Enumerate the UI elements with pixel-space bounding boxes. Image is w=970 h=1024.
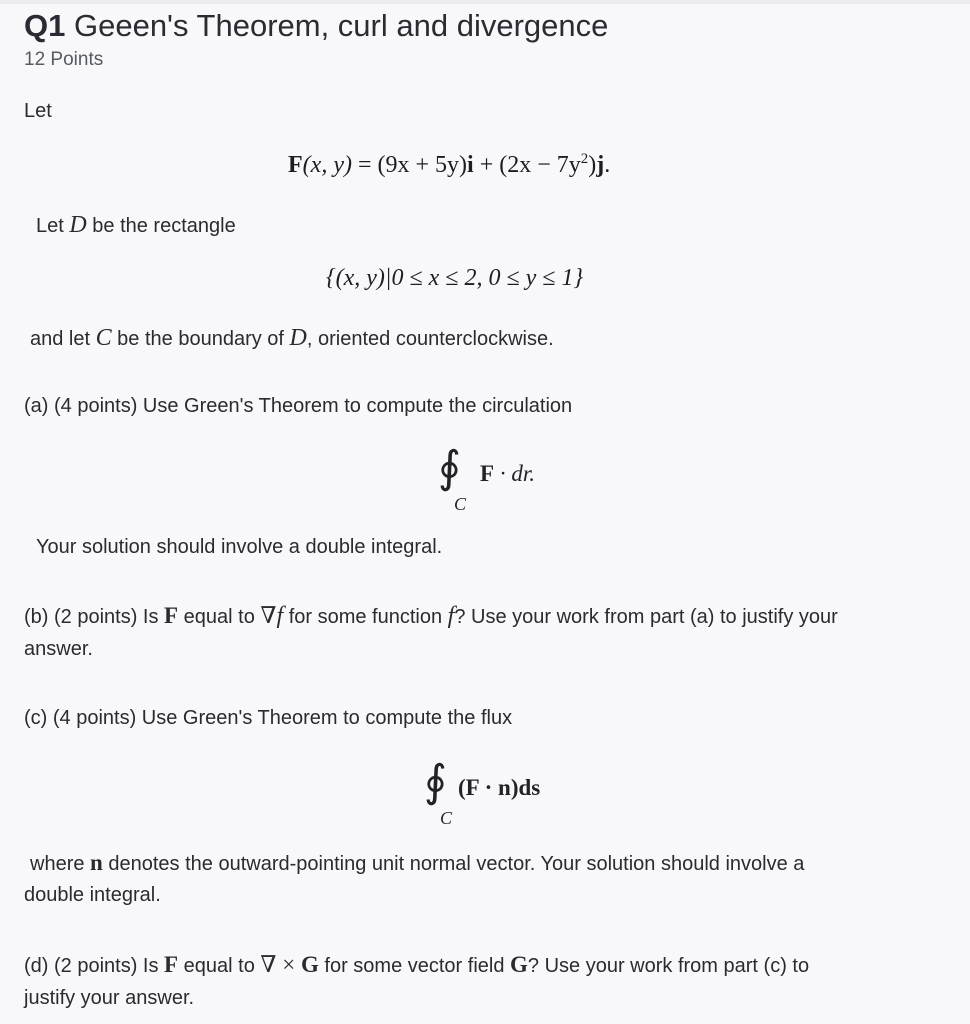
let-text: Let [24,100,52,122]
part-b-line2: answer. [24,638,93,660]
part-b-mid1: equal to [178,606,261,628]
part-c-where [30,850,804,876]
part-d-F: F [164,952,179,977]
where-pre: where [30,853,91,875]
contour-integral-symbol-2: ∮ [424,756,447,807]
exponent: 2 [580,151,589,167]
part-d-mid2: for some vector field [318,955,511,977]
part-d-pre: (d) (2 points) Is [24,955,165,977]
field-mid: + (2x − 7y [473,152,581,178]
question-title [24,8,608,44]
field-close: ) [588,152,597,178]
question-points: 12 Points [24,49,104,70]
question-number: Q1 [24,8,66,43]
integrand-F: F [480,461,495,486]
integral-subscript-c: C [454,494,467,514]
part-d-post: ? Use your work from part (c) to [527,955,810,977]
part-d-line1 [24,952,809,978]
let-d-text [36,212,236,239]
part-b-line1 [24,603,838,630]
boundary-pre: and let [30,328,96,350]
boundary-post: , oriented counterclockwise. [306,328,554,350]
rectangle-set [326,265,583,292]
where-post: denotes the outward-pointing unit normal vector. Your solution should involve a [102,853,805,875]
part-b-pre: (b) (2 points) Is [24,606,165,628]
question-title-text: Geeen's Theorem, curl and divergence [73,8,609,43]
integrand-rest: · dr. [494,461,535,486]
let-d-post: be the rectangle [86,215,236,237]
vector-field-equation [288,152,610,179]
boundary-mid: be the boundary of [111,328,290,350]
field-F: F [288,152,303,178]
unit-j: j [596,152,605,178]
flux-integrand [458,775,540,801]
part-d-mid1: equal to [178,955,261,977]
part-b-f1: f [276,603,284,629]
gradient-symbol: ∇ [260,603,277,628]
var-D: D [69,212,87,238]
flux-integral [424,756,594,836]
field-eq: = (9x + 5y) [351,152,468,178]
circulation-integral [438,442,578,522]
contour-integral-symbol: ∮ [438,442,461,493]
top-border [0,0,970,4]
part-c-label: (c) (4 points) Use Green's Theorem to compute the flux [24,707,513,729]
var-D-2: D [289,325,307,351]
part-b-mid2: for some function [283,606,448,628]
part-b-f2: f [447,603,455,629]
field-args: (x, y) [302,152,352,178]
boundary-text [30,325,554,352]
normal-n: n [90,850,103,875]
part-d-line2: justify your answer. [24,987,195,1009]
var-C: C [95,325,112,351]
field-end: . [604,152,611,178]
part-a-note: Your solution should involve a double integral. [36,536,443,558]
curl-symbol: ∇ × [260,952,301,977]
integral-subscript-c-2: C [440,808,453,828]
unit-i: i [467,152,474,178]
flux-integrand-text: (F · n)ds [458,775,541,800]
part-b-post: ? Use your work from part (a) to justify your [454,606,838,628]
part-d-G2: G [510,952,528,977]
part-c-line2: double integral. [24,884,161,906]
part-b-F: F [164,603,179,628]
part-d-G1: G [300,952,319,977]
let-d-pre: Let [36,215,70,237]
part-a-label: (a) (4 points) Use Green's Theorem to compute the circulation [24,395,573,417]
set-text: {(x, y)|0 ≤ x ≤ 2, 0 ≤ y ≤ 1} [326,265,584,291]
circulation-integrand [480,461,535,487]
